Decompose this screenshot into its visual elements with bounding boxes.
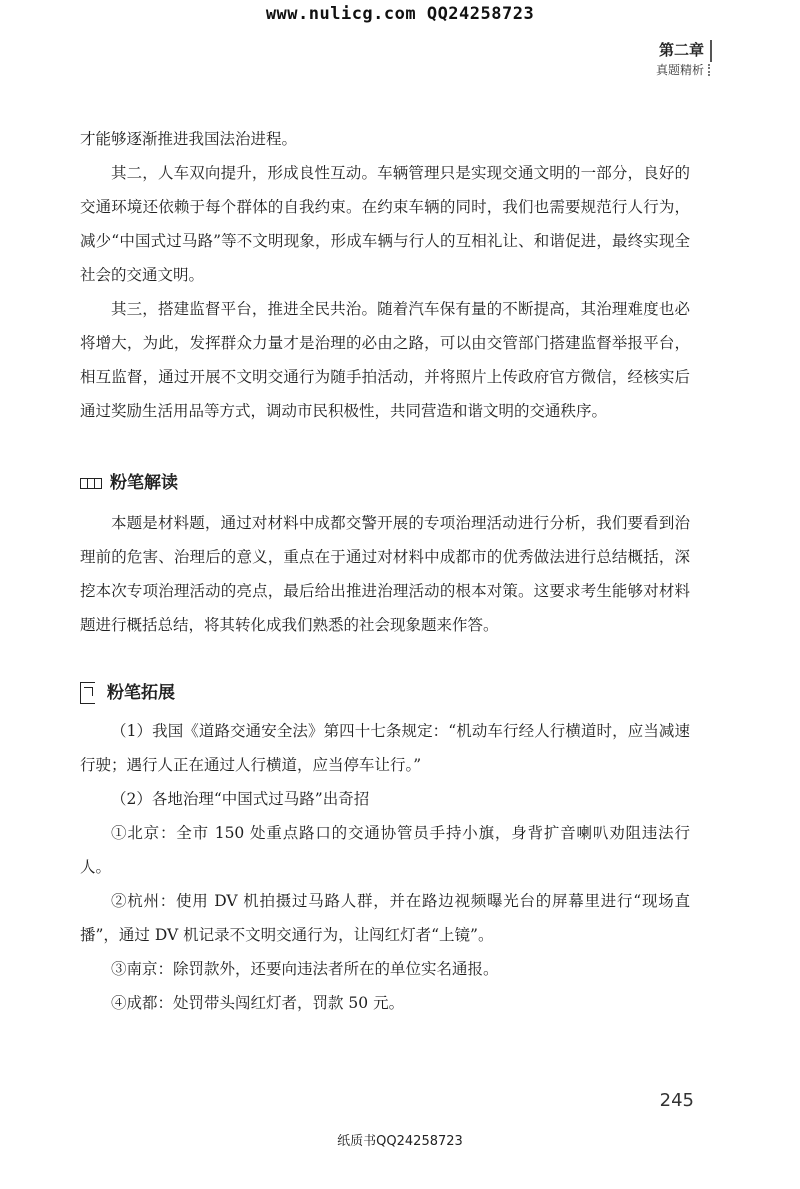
measure-nanjing: ③南京：除罚款外，还要向违法者所在的单位实名通报。	[111, 960, 499, 978]
paragraph-continuation: 才能够逐渐推进我国法治进程。	[80, 130, 298, 148]
section-title-extension: 粉笔拓展	[107, 683, 175, 703]
chapter-title: 第二章	[658, 41, 704, 59]
section-heading-extension	[80, 678, 690, 708]
measure-hangzhou: ②杭州：使用 DV 机拍摄过马路人群，并在路边视频曝光台的屏幕里进行“现场直播”，通过 DV 机记录不文明交通行为，让闯红灯者“上镜”。	[80, 892, 690, 944]
interpretation-text: 本题是材料题，通过对材料中成都交警开展的专项治理活动进行分析，我们要看到治理前的危害、治理后的意义，重点在于通过对材料中成都市的优秀做法进行总结概括，深挖本次专项治理活动的亮点，最后给出推进治理活动的根本对策。这要求考生能够对材料题进行概括总结，将其转化成我们熟悉的社会现象题来作答。	[80, 514, 690, 634]
paragraph-point-two: 其二，人车双向提升，形成良性互动。车辆管理只是实现交通文明的一部分，良好的交通环境还依赖于每个群体的自我约束。在约束车辆的同时，我们也需要规范行人行为，减少“中国式过马路”等不文明现象，形成车辆与行人的互相礼让、和谐促进，最终实现全社会的交通文明。	[80, 164, 690, 284]
section-heading-interpretation	[80, 468, 690, 498]
page-number: 245	[659, 1090, 694, 1111]
measure-chengdu: ④成都：处罚带头闯红灯者，罚款 50 元。	[111, 994, 405, 1012]
extension-item-law: （1）我国《道路交通安全法》第四十七条规定：“机动车行经人行横道时，应当减速行驶；遇行人正在通过人行横道，应当停车让行。”	[80, 722, 690, 774]
chapter-subtitle: 真题精析	[655, 63, 704, 77]
bottom-watermark: 纸质书QQ24258723	[337, 1134, 463, 1149]
document-section-icon	[80, 682, 95, 704]
paragraph-point-three: 其三，搭建监督平台，推进全民共治。随着汽车保有量的不断提高，其治理难度也必将增大，为此，发挥群众力量才是治理的必由之路，可以由交管部门搭建监督举报平台，相互监督，通过开展不文明交通行为随手拍活动，并将照片上传政府官方微信，经核实后通过奖励生活用品等方式，调动市民积极性，共同营造和谐文明的交通秩序。	[80, 300, 690, 420]
top-watermark: www.nulicg.com QQ24258723	[265, 4, 535, 24]
header-dotted-rule	[708, 64, 712, 76]
book-section-icon	[80, 478, 102, 489]
page-content	[80, 122, 690, 1020]
section-title-interpretation: 粉笔解读	[110, 473, 178, 493]
measure-beijing: ①北京：全市 150 处重点路口的交通协管员手持小旗，身背扩音喇叭劝阻违法行人。	[80, 824, 690, 876]
extension-item-measures: （2）各地治理“中国式过马路”出奇招	[111, 790, 370, 808]
header-rule	[710, 40, 712, 62]
running-header	[656, 40, 704, 80]
